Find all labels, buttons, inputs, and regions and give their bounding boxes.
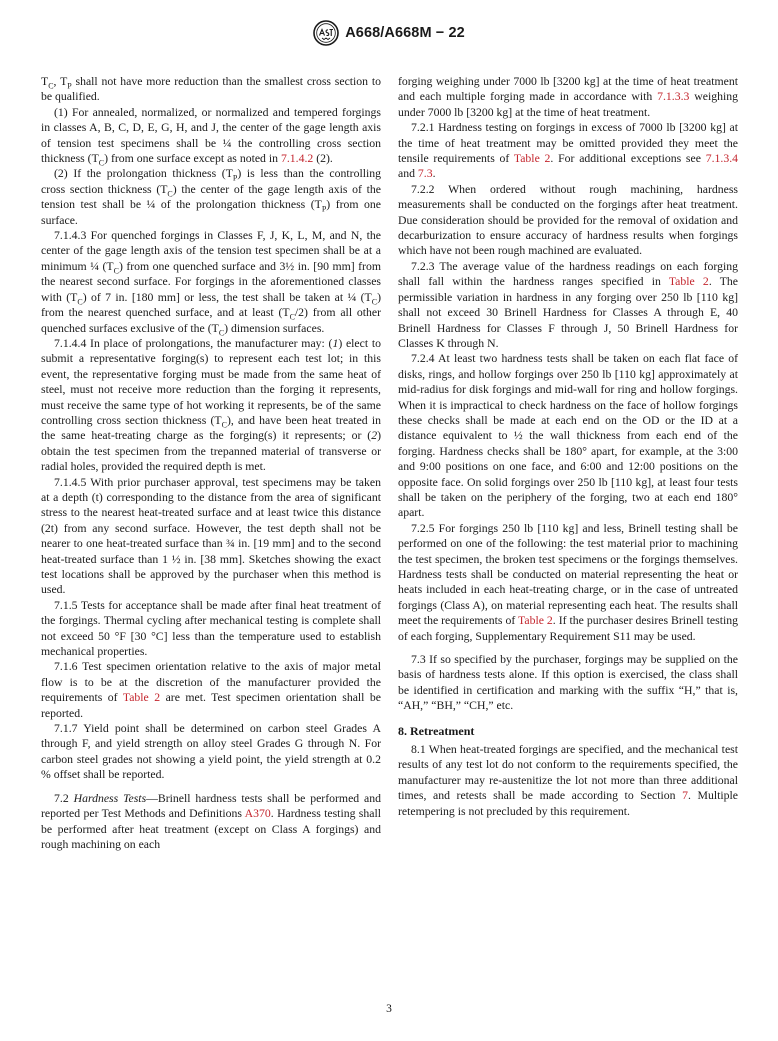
- paragraph-7-2-1: 7.2.1 Hardness testing on forgings in excess of 7000 lb [3200 kg] at the time of heat treatment may be omitted provided they meet the tensile requirements of Table 2. For additional exceptions see 7.1.3.4 and 7.3.: [398, 121, 739, 181]
- paragraph-7-1-4-5: 7.1.4.5 With prior purchaser approval, test specimens may be taken at a depth (t) corresponding to the distance from the area of significant stress to the nearest heat-treated surface and at least twice this distance (2t) from any second surface. However, the test depth shall not be nearer to one heat-treated surface than ¾ in. [19 mm] and to the second heat-treated surface than 1 ½ in. [38 mm]. Sketches showing the exact test locations shall be approved by the purchaser when this method is used.: [41, 475, 381, 597]
- astm-logo-icon: [313, 20, 339, 46]
- ref-link[interactable]: 7: [682, 789, 688, 803]
- paragraph-7-2-5: 7.2.5 For forgings 250 lb [110 kg] and less, Brinell testing shall be performed on one of the following: the test material prior to machining the test specimen, the broken test specimens or the forgings themselves. Hardness tests shall be conducted on material representing the heat or heats included in each heat-treating charge, or in the case of untreated forgings (Class A), on material representing each heat. The results shall meet the requirements of Table 2. If the purchaser desires Brinell testing of each forging, Supplementary Requirement S11 may be used.: [398, 521, 738, 643]
- paragraph-7-2: 7.2 Hardness Tests—Brinell hardness tests shall be performed and reported per Test Methods and Definitions A370. Hardness testing shall be performed after heat treatment (except on Class A forgings) and rough machining on each: [41, 791, 381, 851]
- paragraph-7-1-5: 7.1.5 Tests for acceptance shall be made after final heat treatment of the forgings. Thermal cycling after mechanical testing is complete shall not exceed 50 °F [30 °C] less than the temperature used to establish mechanical properties.: [41, 598, 381, 659]
- paragraph-7-2-continued: forging weighing under 7000 lb [3200 kg] at the time of heat treatment and each multiple forging made in accordance with 7.1.3.3 weighing under 7000 lb [3200 kg] at the time of heat treatment.: [398, 75, 738, 119]
- paragraph-7-1-4-2-2: (2) If the prolongation thickness $(T_P)$ is less than the controlling cross section thickness $(T_C)$ the center of the gage length axis of the tension test shall be ¼ of the prolongation thickness $(T_P)$ from one surface.: [41, 167, 381, 227]
- paragraph-continued: $T_C$, $T_P$ shall not have more reduction than the smallest cross section to be qualified.: [41, 75, 381, 104]
- page-number: 3: [386, 1003, 392, 1015]
- paragraph-7-3: 7.3 If so specified by the purchaser, forgings may be supplied on the basis of hardness tests alone. If this option is exercised, the class shall be identified in certification and marking with the suffix “H,” that is, “AH,” “BH,” “CH,” etc.: [398, 653, 738, 713]
- paragraph-7-1-4-2-1: (1) For annealed, normalized, or normalized and tempered forgings in classes A, B, C, D, E, G, H, and J, the center of the gage length axis of tension test specimens shall be ¼ the controlling cross section thickness $(T_C)$ from one surface except as noted in 7.1.4.2 (2).: [41, 105, 381, 168]
- document-id: A668/A668M − 22: [345, 25, 465, 41]
- paragraph-7-2-3: 7.2.3 The average value of the hardness readings on each forging shall fall within the hardness ranges specified in Table 2. The permissible variation in hardness in any forging over 250 lb [110 kg] shall not exceed 30 Brinell Hardness for Classes A through E, 40 Brinell Hardness for Classes F through J, 50 Brinell Hardness for Classes K through N.: [398, 259, 738, 350]
- ref-link[interactable]: 7.1.4.2: [280, 152, 314, 166]
- ref-link[interactable]: 7.1.3.4: [705, 152, 739, 166]
- ref-link[interactable]: 7.1.3.3: [657, 90, 690, 104]
- paragraph-7-1-7: 7.1.7 Yield point shall be determined on carbon steel Grades A through F, and yield strength on alloy steel Grades G through N. For carbon steel grades not showing a yield point, the yield strength at 0.2 % offset shall be reported.: [41, 722, 381, 782]
- left-column: [41, 74, 381, 852]
- ref-link[interactable]: 7.3: [417, 167, 433, 181]
- ref-link[interactable]: Table 2: [668, 275, 709, 289]
- paragraph-7-1-6: 7.1.6 Test specimen orientation relative to the axis of major metal flow is to be at the discretion of the manufacturer provided the requirements of Table 2 are met. Test specimen orientation shall be reported.: [41, 660, 381, 720]
- page-header: [0, 18, 778, 48]
- paragraph-7-1-4-4: 7.1.4.4 In place of prolongations, the manufacturer may: (1) elect to submit a representative forging(s) to represent each test lot; in this event, the representative forging must be made from the same heat of steel, must not receive more reduction than the forging it represents, must receive the same type of hot working it represents, be of the same controlling cross section thickness $(T_C)$, and have been heat treated in the same heat-treating charge as the forging(s) it represents; or (2) obtain the test specimen from the trepanned material of transverse or radial holes, provided the required depth is met.: [41, 336, 381, 474]
- paragraph-7-2-2: 7.2.2 When ordered without rough machining, hardness measurements shall be conducted on the forgings after heat treatment. Due consideration should be provided for the removal of oxidation and decarburization to ensure accuracy of hardness results when forgings which have not been rough machined are evaluated.: [398, 182, 738, 258]
- section-heading-retreatment: 8. Retreatment: [398, 723, 475, 738]
- ref-link[interactable]: Table 2: [518, 614, 553, 628]
- right-column: [398, 74, 738, 819]
- paragraph-7-2-4: 7.2.4 At least two hardness tests shall be taken on each flat face of disks, rings, and hollow forgings over 250 lb [110 kg] approximately at mid-radius for disk forgings and mid-wall for ring and hollow forgings. When it is impractical to check hardness on the face of hollow forgings these checks shall be made at each end on the OD or the ID at a distance equivalent to ½ the wall thickness from each end of the forging. Hardness checks shall be 180° apart, for example, at the 3:00 and 9:00 positions on one face, and 6:00 and 12:00 positions on the opposite face. On solid forgings over 250 lb [110 kg], at least four tests shall be taken on the periphery of the forging, two at each end 180° apart.: [398, 352, 738, 520]
- paragraph-7-1-4-3: 7.1.4.3 For quenched forgings in Classes F, J, K, L, M, and N, the center of the gage length axis of the tension test specimen shall be at a minimum ¼ $(T_C)$ from one quenched surface and 3½ in. [90 mm] from the nearest second surface. For forgings in the aforementioned classes with $(T_C)$ of 7 in. [180 mm] or less, the test shall be taken at ¼ $(T_C)$ from the nearest quenched surface, and at least $(T_C/2)$ from all other quenched surfaces exclusive of the $(T_C)$ dimension surfaces.: [41, 229, 382, 337]
- ref-link[interactable]: Table 2: [122, 691, 161, 705]
- ref-link[interactable]: A370: [244, 807, 271, 821]
- paragraph-8-1: 8.1 When heat-treated forgings are specified, and the mechanical test results of any test lot do not conform to the requirements specified, the manufacturer may re-austenitize the lot not more than three additional times, and retests shall be made according to Section 7. Multiple retempering is not precluded by this requirement.: [398, 743, 738, 818]
- ref-link[interactable]: Table 2: [513, 152, 551, 166]
